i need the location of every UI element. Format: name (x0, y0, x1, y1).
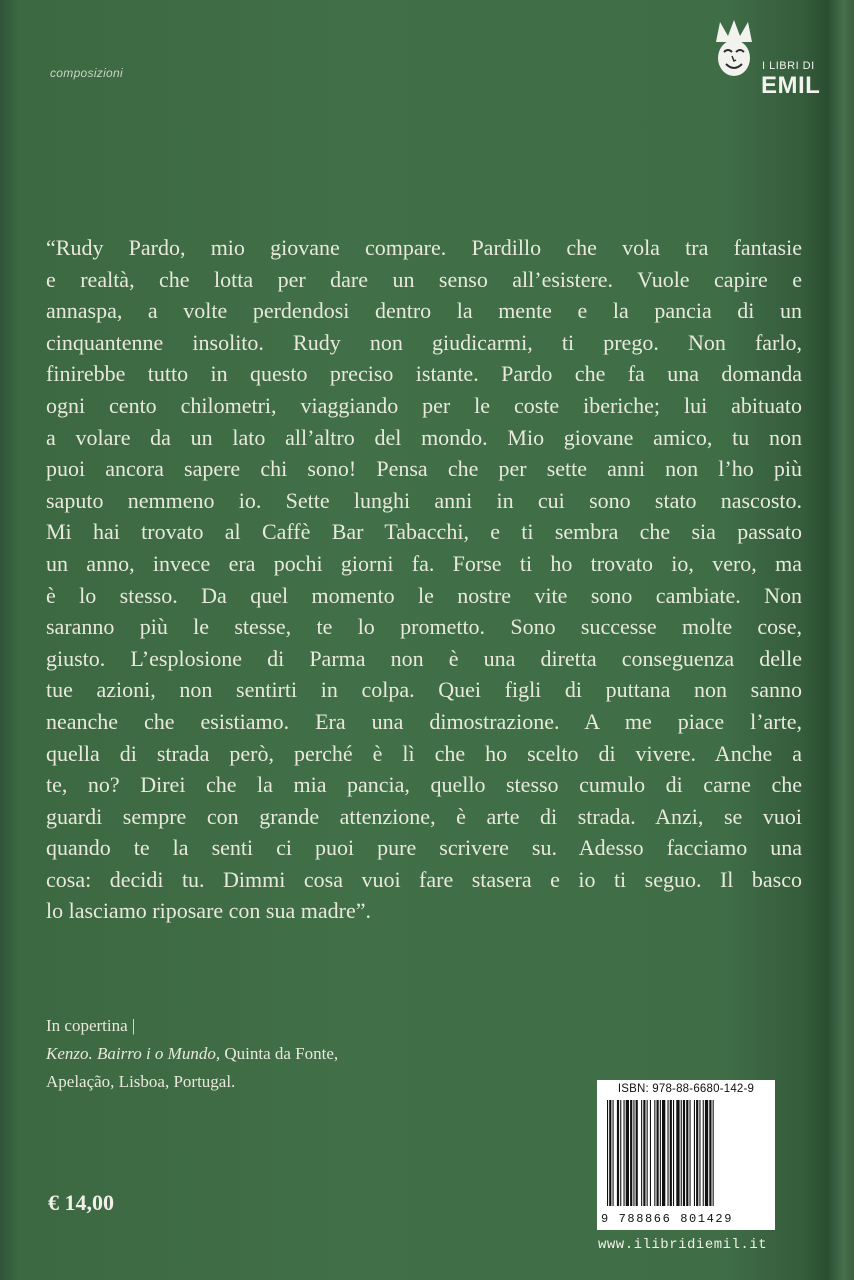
barcode-bar (641, 1100, 642, 1206)
barcode-bar (617, 1100, 619, 1206)
barcode-bar (620, 1100, 621, 1206)
publisher-website: www.ilibridiemil.it (598, 1237, 768, 1253)
barcode-bar (690, 1100, 691, 1206)
ean-digits: 9 788866 801429 (601, 1212, 734, 1226)
barcode (597, 1080, 775, 1230)
barcode-bar (633, 1100, 634, 1206)
blurb-line: un anno, invece era pochi giorni fa. Forse ti ho trovato io, vero, ma (46, 550, 802, 576)
cover-edge (828, 0, 854, 1280)
blurb-line: neanche che esistiamo. Era una dimostrazione. A me piace l’arte, (46, 708, 802, 734)
blurb-line: a volare da un lato all’altro del mondo. Mio giovane amico, tu non (46, 424, 802, 450)
blurb-line: cinquantenne insolito. Rudy non giudicarmi, ti prego. Non farlo, (46, 329, 802, 355)
logo-small-text: I LIBRI DI (762, 60, 815, 72)
barcode-bars (601, 1100, 771, 1210)
cover-credit-line (46, 1040, 338, 1068)
blurb-line: guardi sempre con grande attenzione, è arte di strada. Anzi, se vuoi (46, 803, 802, 829)
barcode-bar (686, 1100, 688, 1206)
barcode-bar (694, 1100, 695, 1206)
barcode-bar (670, 1100, 672, 1206)
blurb-line: “Rudy Pardo, mio giovane compare. Pardillo che vola tra fantasie (46, 235, 802, 260)
blurb-line: lo lasciamo riposare con sua madre”. (46, 898, 371, 924)
barcode-bar (624, 1100, 625, 1206)
barcode-bar (705, 1100, 708, 1206)
barcode-bar (609, 1100, 611, 1206)
barcode-bar (630, 1100, 632, 1206)
barcode-bar (613, 1100, 614, 1206)
cover-credit-place: Quinta da Fonte, (220, 1044, 339, 1063)
series-label: composizioni (50, 66, 123, 80)
barcode-bar (703, 1100, 704, 1206)
barcode-bar (654, 1100, 655, 1206)
barcode-bar (650, 1100, 651, 1206)
barcode-bar (636, 1100, 638, 1206)
barcode-bar (676, 1100, 679, 1206)
logo-big-text: EMIL (761, 72, 821, 99)
cover-credit-location: Apelação, Lisboa, Portugal. (46, 1072, 236, 1091)
blurb-line: cosa: decidi tu. Dimmi cosa vuoi fare stasera e io ti seguo. Il basco (46, 866, 802, 892)
blurb-line: è lo stesso. Da quel momento le nostre vite sono cambiate. Non (46, 582, 802, 608)
blurb-line: puoi ancora sapere chi sono! Pensa che per sette anni non l’ho più (46, 456, 802, 482)
blurb-line: Mi hai trovato al Caffè Bar Tabacchi, e ti sembra che sia passato (46, 519, 802, 545)
blurb-line: giusto. L’esplosione di Parma non è una diretta conseguenza delle (46, 645, 802, 671)
blurb-text (46, 232, 802, 927)
barcode-bar (626, 1100, 629, 1206)
jester-face-icon (712, 20, 756, 80)
price: € 14,00 (48, 1190, 114, 1215)
barcode-bar (662, 1100, 665, 1206)
blurb-line: saputo nemmeno io. Sette lunghi anni in cui sono stato nascosto. (46, 487, 802, 513)
barcode-bar (660, 1100, 661, 1206)
barcode-bar (647, 1100, 648, 1206)
blurb-line: te, no? Direi che la mia pancia, quello stesso cumulo di carne che (46, 772, 802, 798)
blurb-line: quella di strada però, perché è lì che ho scelto di vivere. Anche a (46, 740, 802, 766)
barcode-bar (709, 1100, 711, 1206)
blurb-line: ogni cento chilometri, viaggiando per le coste iberiche; lui abituato (46, 392, 802, 418)
blurb-line: e realtà, che lotta per dare un senso all’esistere. Vuole capire e (46, 266, 802, 292)
barcode-bar (673, 1100, 674, 1206)
blurb-line: quando te la senti ci puoi pure scrivere su. Adesso facciamo una (46, 835, 802, 861)
cover-artwork-title: Kenzo. Bairro i o Mundo, (46, 1044, 221, 1063)
barcode-bar (657, 1100, 659, 1206)
cover-credit (46, 1012, 338, 1096)
blurb-line: saranno più le stesse, te lo prometto. Sono successe molte cose, (46, 614, 802, 640)
barcode-bar (699, 1100, 700, 1206)
blurb-line: tue azioni, non sentirti in colpa. Quei figli di puttana non sanno (46, 677, 802, 703)
barcode-bar (683, 1100, 685, 1206)
barcode-bar (668, 1100, 669, 1206)
blurb-line: annaspa, a volte perdendosi dentro la mente e la pancia di un (46, 298, 802, 324)
barcode-bar (696, 1100, 698, 1206)
isbn-text: ISBN: 978-88-6680-142-9 (617, 1083, 755, 1095)
barcode-bar (681, 1100, 682, 1206)
publisher-logo (712, 20, 822, 99)
cover-credit-heading: In copertina | (46, 1016, 136, 1035)
blurb-line: finirebbe tutto in questo preciso istante. Pardo che fa una domanda (46, 361, 802, 387)
barcode-bar (607, 1100, 608, 1206)
barcode-bar (713, 1100, 714, 1206)
barcode-bar (643, 1100, 645, 1206)
